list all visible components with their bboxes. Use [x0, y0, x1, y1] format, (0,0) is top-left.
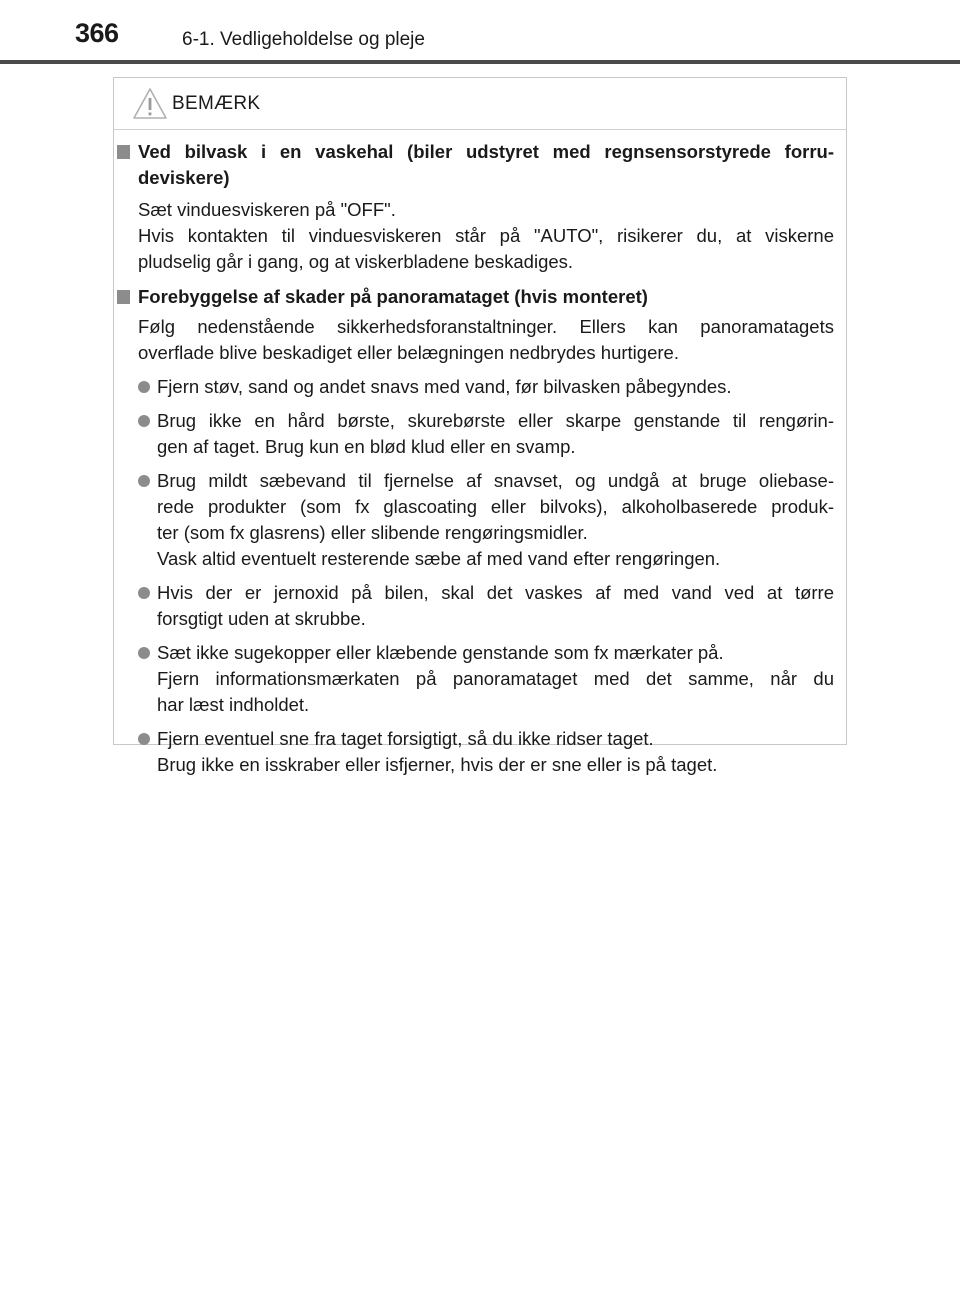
list-item	[114, 726, 834, 778]
bullet-line: Fjern støv, sand og andet snavs med vand, før bilvasken påbegyndes.	[157, 376, 732, 397]
bullet-line: Sæt ikke sugekopper eller klæbende genstande som fx mærkater på.	[157, 642, 724, 663]
bullet-line: Brug ikke en isskraber eller isfjerner, hvis der er sne eller is på taget.	[157, 754, 718, 775]
round-bullet-icon	[138, 647, 150, 659]
paragraph-line: pludselig går i gang, og at viskerbladene beskadiges.	[138, 251, 574, 272]
bullet-line: gen af taget. Brug kun en blød klud eller en svamp.	[157, 436, 576, 457]
page-number: 366	[75, 18, 119, 48]
round-bullet-icon	[138, 733, 150, 745]
list-item	[114, 374, 834, 400]
section-heading	[114, 284, 834, 310]
square-bullet-icon	[117, 290, 130, 304]
bullet-line: Brug ikke en hård børste, skurebørste eller skarpe genstande til rengørin-	[157, 410, 834, 431]
section-paragraph	[114, 197, 834, 275]
section-title: 6-1. Vedligeholdelse og pleje	[182, 29, 425, 50]
bullet-line: Vask altid eventuelt resterende sæbe af med vand efter rengøringen.	[157, 548, 721, 569]
notice-section	[114, 139, 846, 275]
paragraph-line: Hvis kontakten til vinduesviskeren står på "AUTO", risikerer du, at viskerne	[138, 225, 834, 246]
heading-line: deviskere)	[138, 167, 230, 188]
square-bullet-icon	[117, 145, 130, 159]
bullet-line: rede produkter (som fx glascoating eller bilvoks), alkoholbaserede produk-	[157, 496, 834, 517]
round-bullet-icon	[138, 587, 150, 599]
header-rule	[0, 60, 960, 64]
bullet-line: Hvis der er jernoxid på bilen, skal det vaskes af med vand ved at tørre	[157, 582, 834, 603]
list-item	[114, 468, 834, 572]
notice-section	[114, 284, 846, 778]
round-bullet-icon	[138, 381, 150, 393]
notice-label: BEMÆRK	[172, 93, 261, 114]
page-header	[0, 0, 960, 66]
section-paragraph	[114, 314, 834, 366]
bullet-line: har læst indholdet.	[157, 694, 310, 715]
round-bullet-icon	[138, 415, 150, 427]
bullet-line: Brug mildt sæbevand til fjernelse af snavset, og undgå at bruge oliebase-	[157, 470, 834, 491]
notice-header	[132, 86, 432, 126]
list-item	[114, 408, 834, 460]
paragraph-line: overflade blive beskadiget eller belægningen nedbrydes hurtigere.	[138, 342, 679, 363]
paragraph-line: Sæt vinduesviskeren på "OFF".	[138, 199, 396, 220]
bullet-line: Fjern informationsmærkaten på panoramataget med det samme, når du	[157, 668, 834, 689]
heading-line: Ved bilvask i en vaskehal (biler udstyret med regnsensorstyrede forru-	[138, 141, 834, 162]
bullet-line: Fjern eventuel sne fra taget forsigtigt, så du ikke ridser taget.	[157, 728, 654, 749]
warning-triangle-icon	[132, 86, 168, 122]
list-item	[114, 580, 834, 632]
heading-line: Forebyggelse af skader på panoramataget (hvis monteret)	[138, 286, 648, 307]
bullet-line: ter (som fx glasrens) eller slibende rengøringsmidler.	[157, 522, 588, 543]
paragraph-line: Følg nedenstående sikkerhedsforanstaltninger. Ellers kan panoramatagets	[138, 316, 834, 337]
notice-content	[114, 130, 846, 778]
notice-box	[113, 77, 847, 775]
bullet-line: forsgtigt uden at skrubbe.	[157, 608, 366, 629]
section-heading	[114, 139, 834, 191]
list-item	[114, 640, 834, 718]
round-bullet-icon	[138, 475, 150, 487]
